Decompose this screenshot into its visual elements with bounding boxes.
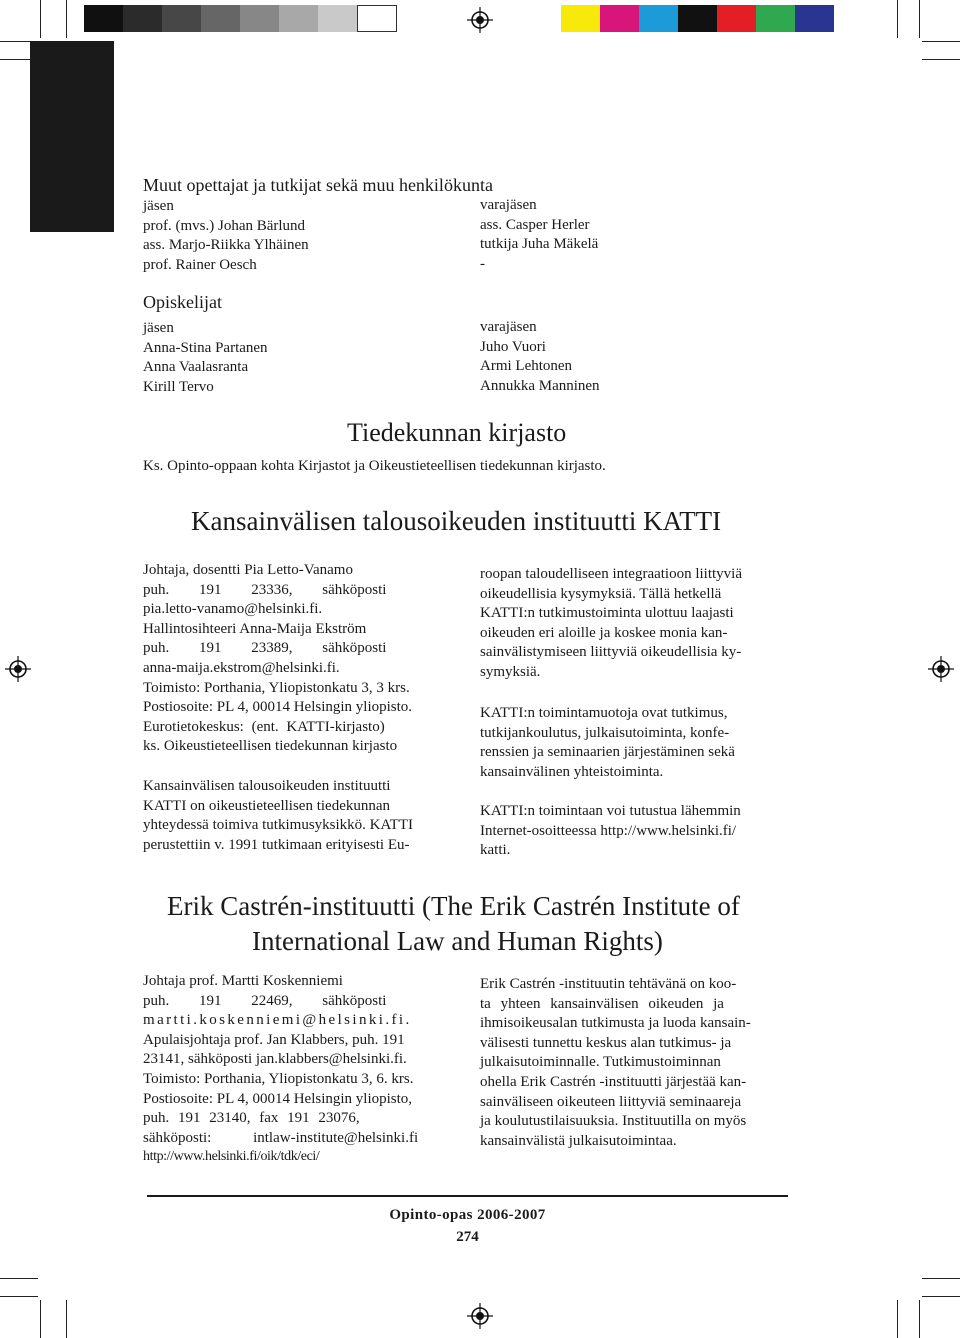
text-line: tutkijankoulutus, julkaisutoiminta, konfe-	[480, 724, 730, 741]
students-deputies-list	[480, 319, 600, 397]
text-line: oikeudellisia kysymyksiä. Tällä hetkellä	[480, 585, 722, 602]
contact-line: Johtaja prof. Martti Koskenniemi	[143, 973, 343, 989]
color-swatch	[756, 5, 795, 32]
text-line: roopan taloudelliseen integraatioon liittyviä	[480, 566, 743, 582]
staff-heading: Muut opettajat ja tutkijat sekä muu henkilökunta	[143, 175, 493, 195]
text-line: yhteydessä toimiva tutkimusyksikkö. KATTI	[143, 817, 413, 834]
crop-mark	[922, 1278, 960, 1279]
registration-mark-icon	[928, 656, 954, 682]
contact-line: anna-maija.ekstrom@helsinki.fi.	[143, 659, 340, 676]
katti-intro	[143, 778, 413, 856]
text-line: Internet-osoitteessa http://www.helsinki.fi/	[480, 822, 737, 839]
contact-line: Johtaja, dosentti Pia Letto-Vanamo	[143, 562, 353, 578]
list-item: prof. (mvs.) Johan Bärlund	[143, 217, 306, 234]
list-item: Anna-Stina Partanen	[143, 339, 268, 356]
gray-swatch	[84, 5, 123, 32]
contact-line: ks. Oikeustieteellisen tiedekunnan kirjasto	[143, 738, 398, 755]
castren-description	[480, 976, 751, 1152]
list-item: Kirill Tervo	[143, 378, 214, 395]
katti-description-1	[480, 566, 742, 684]
text-line: ja koulutustilaisuuksia. Instituutilla on myös	[480, 1113, 747, 1130]
library-note: Ks. Opinto-oppaan kohta Kirjastot ja Oikeustieteellisen tiedekunnan kirjasto.	[143, 458, 606, 474]
crop-mark	[922, 41, 960, 42]
text-line: kansainvälinen yhteistoiminta.	[480, 763, 664, 780]
text-line: välisesti tunnettu keskus alan tutkimus- ja	[480, 1034, 732, 1051]
library-title: Tiedekunnan kirjasto	[347, 418, 567, 447]
registration-mark-icon	[5, 656, 31, 682]
registration-mark-icon	[467, 7, 493, 33]
crop-mark	[0, 1278, 38, 1279]
registration-mark-icon	[467, 1303, 493, 1329]
text-line: KATTI:n tutkimustoiminta ulottuu laajasti	[480, 605, 734, 622]
text-line: sainvälistymiseen liittyviä oikeudellisia ky-	[480, 644, 742, 661]
footer-title: Opinto-opas 2006-2007	[389, 1207, 546, 1223]
crop-mark	[0, 1296, 38, 1297]
footer-rule	[147, 1195, 788, 1197]
text-line: perustettiin v. 1991 tutkimaan erityisesti Eu-	[143, 836, 410, 853]
text-line: Erik Castrén -instituutin tehtävänä on koo-	[480, 976, 737, 992]
color-swatch	[678, 5, 717, 32]
contact-line: sähköposti: intlaw-institute@helsinki.fi	[143, 1129, 419, 1146]
color-swatch	[717, 5, 756, 32]
katti-title: Kansainvälisen talousoikeuden instituutti KATTI	[191, 506, 722, 536]
contact-line: Postiosoite: PL 4, 00014 Helsingin yliopisto,	[143, 1090, 413, 1107]
text-line: KATTI:n toimintamuotoja ovat tutkimus,	[480, 705, 728, 721]
color-swatch	[795, 5, 834, 32]
crop-mark	[66, 1300, 67, 1338]
gray-swatch	[240, 5, 279, 32]
gray-swatch	[123, 5, 162, 32]
castren-contact	[143, 973, 451, 1169]
staff-members-list	[143, 198, 309, 276]
staff-deputies-list	[480, 197, 598, 275]
castren-title-line1: Erik Castrén-instituutti (The Erik Castrén Institute of	[167, 891, 740, 921]
list-item: tutkija Juha Mäkelä	[480, 236, 599, 253]
list-item: jäsen	[143, 198, 174, 214]
color-swatch	[561, 5, 600, 32]
gray-swatch	[318, 5, 357, 32]
text-line: julkaisutoiminnalle. Tutkimustoiminnan	[480, 1054, 721, 1071]
gray-swatch	[162, 5, 201, 32]
gray-swatch	[279, 5, 318, 32]
list-item: Juho Vuori	[480, 338, 546, 355]
text-line: sainväliseen oikeuteen liittyviä seminaareja	[480, 1093, 742, 1110]
students-members-list	[143, 320, 268, 398]
katti-description-3	[480, 803, 741, 862]
crop-mark	[40, 0, 41, 38]
text-line: KATTI on oikeustieteellisen tiedekunnan	[143, 797, 391, 814]
text-line: kansainvälistä julkaisutoimintaa.	[480, 1132, 677, 1149]
contact-line: puh. 191 22469, sähköposti	[143, 992, 387, 1009]
text-line: Kansainvälisen talousoikeuden instituutti	[143, 778, 391, 794]
text-line: KATTI:n toimintaan voi tutustua lähemmin	[480, 803, 741, 819]
students-heading: Opiskelijat	[143, 292, 222, 312]
contact-line: puh. 191 23140, fax 191 23076,	[143, 1110, 360, 1127]
crop-mark	[66, 0, 67, 38]
text-line: oikeuden eri aloille ja koskee monia kan-	[480, 624, 728, 641]
gray-swatch	[201, 5, 240, 32]
contact-line: martti.koskenniemi@helsinki.fi.	[143, 1012, 412, 1029]
list-item: Armi Lehtonen	[480, 358, 573, 375]
list-item: -	[480, 255, 485, 272]
page-number: 274	[456, 1229, 479, 1245]
text-line: ta yhteen kansainvälisen oikeuden ja	[480, 995, 724, 1012]
color-swatch	[639, 5, 678, 32]
list-item: ass. Marjo-Riikka Ylhäinen	[143, 237, 309, 254]
crop-mark	[919, 0, 920, 38]
contact-line: 23141, sähköposti jan.klabbers@helsinki.fi.	[143, 1051, 407, 1068]
crop-mark	[897, 1300, 898, 1338]
gray-swatch-strip	[84, 5, 398, 32]
list-item: Annukka Manninen	[480, 377, 600, 394]
crop-mark	[919, 1300, 920, 1338]
contact-line: Toimisto: Porthania, Yliopistonkatu 3, 6. krs.	[143, 1070, 414, 1087]
text-line: katti.	[480, 842, 511, 859]
contact-line: Eurotietokeskus: (ent. KATTI-kirjasto)	[143, 718, 385, 735]
contact-line: Toimisto: Porthania, Yliopistonkatu 3, 3 krs.	[143, 679, 410, 696]
crop-mark	[40, 1300, 41, 1338]
crop-mark	[897, 0, 898, 38]
castren-url[interactable]: http://www.helsinki.fi/oik/tdk/eci/	[143, 1149, 320, 1165]
list-item: varajäsen	[480, 319, 537, 335]
crop-mark	[922, 1296, 960, 1297]
list-item: Anna Vaalasranta	[143, 359, 249, 376]
contact-line: pia.letto-vanamo@helsinki.fi.	[143, 601, 323, 618]
list-item: ass. Casper Herler	[480, 216, 590, 233]
crop-mark	[922, 59, 960, 60]
list-item: prof. Rainer Oesch	[143, 256, 257, 273]
text-line: ohella Erik Castrén -instituutti järjestää kan-	[480, 1073, 747, 1090]
katti-description-2	[480, 705, 735, 783]
contact-line: puh. 191 23389, sähköposti	[143, 640, 387, 657]
contact-line: Hallintosihteeri Anna-Maija Ekström	[143, 620, 367, 637]
text-line: renssien ja seminaarien järjestäminen sekä	[480, 744, 735, 761]
color-swatch-strip	[561, 5, 834, 32]
gray-swatch	[357, 5, 397, 32]
contact-line: Apulaisjohtaja prof. Jan Klabbers, puh. 191	[143, 1031, 405, 1048]
text-line: symyksiä.	[480, 663, 541, 680]
color-swatch	[600, 5, 639, 32]
katti-contact	[143, 562, 451, 758]
list-item: jäsen	[143, 320, 174, 336]
castren-title-line2: International Law and Human Rights)	[252, 926, 663, 956]
text-line: ihmisoikeusalan tutkimusta ja luoda kansain-	[480, 1015, 751, 1032]
contact-line: Postiosoite: PL 4, 00014 Helsingin yliopisto.	[143, 699, 413, 716]
thumb-index-tab	[30, 41, 114, 232]
list-item: varajäsen	[480, 197, 537, 213]
contact-line: puh. 191 23336, sähköposti	[143, 581, 387, 598]
